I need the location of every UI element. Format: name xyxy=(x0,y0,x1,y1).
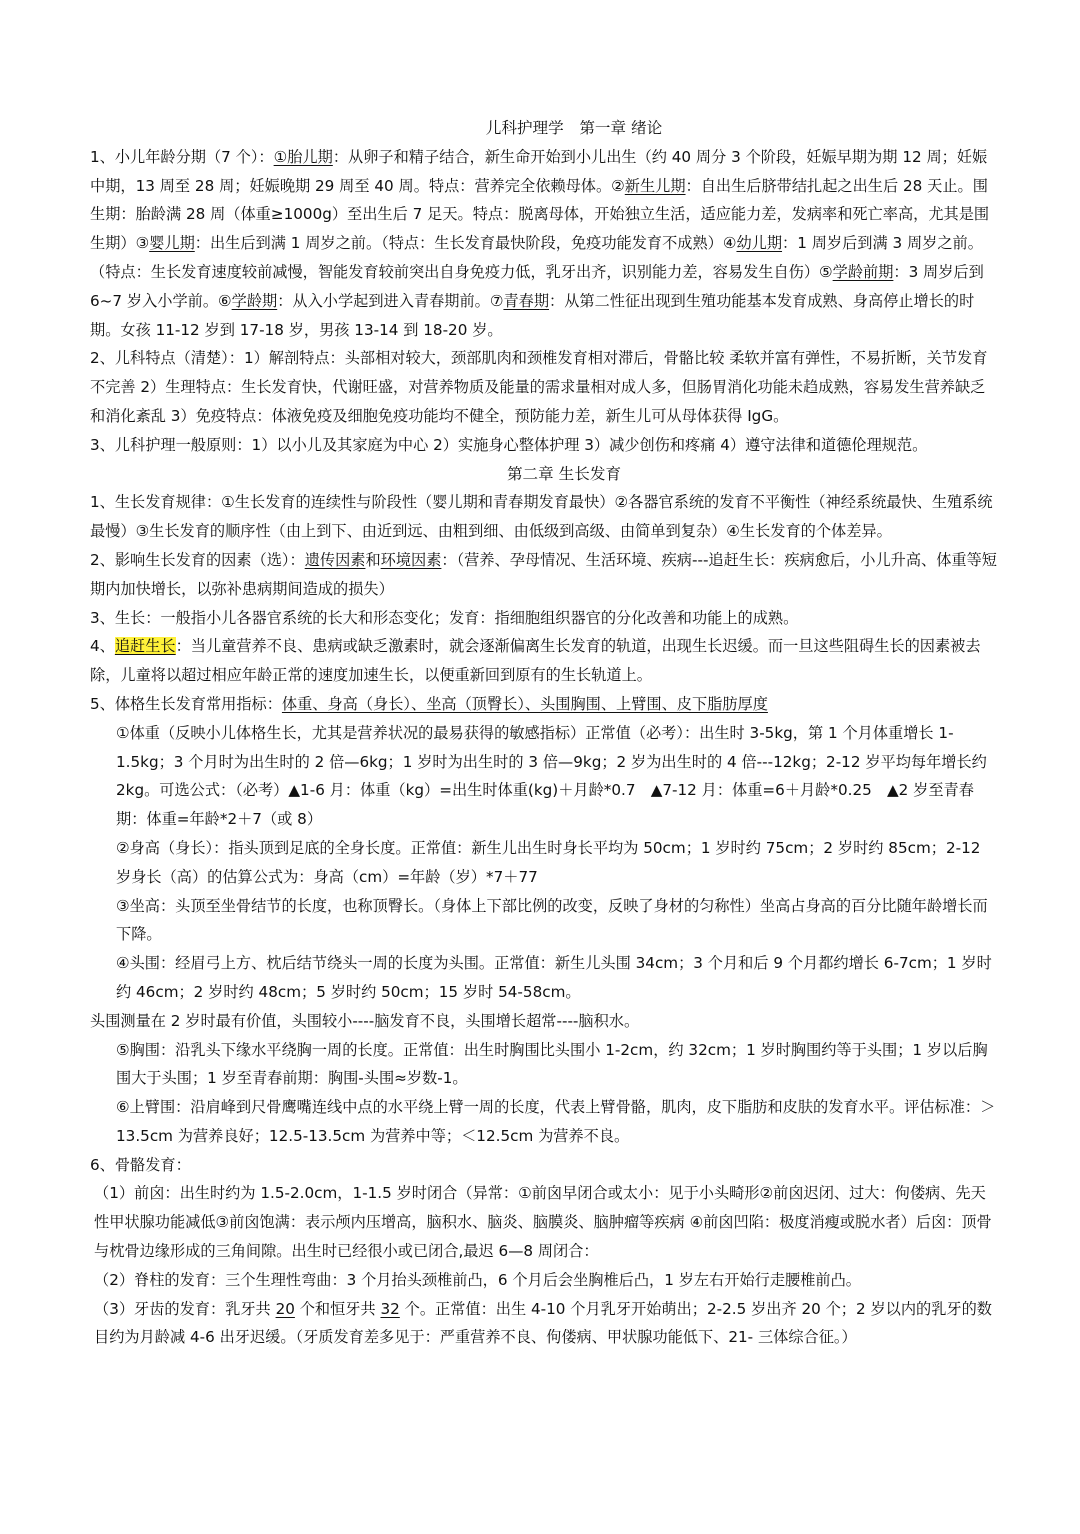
text-span: 个和恒牙共 xyxy=(294,1299,381,1318)
term-neonatal-period: 新生儿期 xyxy=(624,176,686,195)
paragraph-growth-rules: 1、生长发育规律：①生长发育的连续性与阶段性（婴儿期和青春期发育最快）②各器官系统的发育不平衡性（神经系统最快、生殖系统最慢）③生长发育的顺序性（由上到下、由近到远、由粗到细、由低级到高级、由简单到复杂）④生长发育的个体差异。 xyxy=(90,493,993,541)
text-span: 个。正常值：出生 4-10 个月乳牙开始萌出；2-2.5 岁出齐 20 个；2 岁以内的乳牙的数目约为月龄减 4-6 出牙迟缓。（牙质发育差多见于：严重营养不良、佝偻病、甲状腺功能低下、21- 三体综合征。） xyxy=(94,1299,992,1347)
paragraph-weight: ①体重（反映小儿体格生长，尤其是营养状况的最易获得的敏感指标）正常值（必考）：出生时 3-5kg，第 1 个月体重增长 1-1.5kg；3 个月时为出生时的 2 倍—6kg；1 岁时为出生时的 3 倍—9kg；2 岁为出生时的 4 倍---12kg；2-12 岁平均每年增长约 2kg。可选公式：（必考）▲1-6 月：体重（kg）=出生时体重(kg)＋月龄*0.7 ▲7-12 月：体重=6＋月龄*0.25 ▲2 岁至青春期：体重=年龄*2＋7（或 8） xyxy=(116,723,987,829)
term-adolescence: 青春期 xyxy=(503,291,549,310)
paragraph-catch-up-growth xyxy=(90,632,998,690)
text-span: ：1 周岁后到满 3 周岁之前。（特点：生长发育速度较前减慢，智能发育较前突出自身免疫力低，乳牙出齐，识别能力差，容易发生自伤）⑤ xyxy=(90,234,983,281)
deciduous-teeth-count: 20 xyxy=(275,1299,295,1318)
paragraph-spine: （2）脊柱的发育：三个生理性弯曲：3 个月抬头颈椎前凸，6 个月后会坐胸椎后凸，1 岁左右开始行走腰椎前凸。 xyxy=(94,1270,861,1289)
permanent-teeth-count: 32 xyxy=(380,1299,400,1318)
paragraph-fontanel: （1）前囟：出生时约为 1.5-2.0cm，1-1.5 岁时闭合（异常：①前囟早闭合或太小：见于小头畸形②前囟迟闭、过大：佝偻病、先天性甲状腺功能减低③前囟饱满：表示颅内压增高，脑积水、脑炎、脑膜炎、脑肿瘤等疾病 ④前囟凹陷：极度消瘦或脱水者）后囟：顶骨与枕骨边缘形成的三角间隙。出生时已经很小或已闭合,最迟 6—8 周闭合： xyxy=(94,1184,992,1261)
text-span: ：出生后到满 1 周岁之前。（特点：生长发育最快阶段，免疫功能发育不成熟）④ xyxy=(194,234,737,253)
term-school-age: 学龄期 xyxy=(231,291,278,310)
text-span: ：从第二性征出现到生殖功能基本发育成熟、身高停止增长的时期。女孩 11-12 岁到 17-18 岁，男孩 13-14 到 18-20 岁。 xyxy=(90,291,975,339)
text-span: ：（营养、孕母情况、生活环境、疾病---追赶生长：疾病愈后，小儿升高、体重等短期内加快增长，以弥补患病期间造成的损失） xyxy=(90,550,997,598)
text-span: ：当儿童营养不良、患病或缺乏激素时，就会逐渐偏离生长发育的轨道，出现生长迟缓。而一旦这些阻碍生长的因素被去除，儿童将以超过相应年龄正常的速度加速生长，以便重新回到原有的生长轨道上。 xyxy=(90,637,981,685)
text-span: 4、 xyxy=(90,637,115,656)
paragraph-upper-arm: ⑥上臂围：沿肩峰到尺骨鹰嘴连线中点的水平绕上臂一周的长度，代表上臂骨骼，肌肉，皮下脂肪和皮肤的发育水平。评估标准：＞13.5cm 为营养良好；12.5-13.5cm 为营养中等；＜12.5cm 为营养不良。 xyxy=(116,1098,996,1145)
paragraph-head-note: 头围测量在 2 岁时最有价值，头围较小----脑发育不良，头围增长超常----脑积水。 xyxy=(90,1011,640,1030)
paragraph-sitting-height: ③坐高：头顶至坐骨结节的长度，也称顶臀长。（身体上下部比例的改变，反映了身材的匀称性）坐高占身高的百分比随年龄增长而下降。 xyxy=(116,896,988,944)
chapter2-title: 第二章 生长发育 xyxy=(506,464,622,483)
term-toddler-period: 幼儿期 xyxy=(736,234,783,253)
text-span: 5、体格生长发育常用指标： xyxy=(90,694,282,713)
term-preschool-period: 学龄前期 xyxy=(832,262,894,281)
paragraph-height: ②身高（身长）：指头顶到足底的全身长度。正常值：新生儿出生时身长平均为 50cm；1 岁时约 75cm；2 岁时约 85cm；2-12 岁身长（高）的估算公式为：身高（cm）=年龄（岁）*7＋77 xyxy=(116,838,981,886)
paragraph-bone-development: 6、骨骼发育： xyxy=(90,1155,191,1174)
text-span: 2、影响生长发育的因素（选）： xyxy=(90,550,305,569)
term-infancy: 婴儿期 xyxy=(149,234,195,253)
text-span: 1、小儿年龄分期（7 个）： xyxy=(90,147,274,166)
paragraph-age-stages xyxy=(90,143,998,345)
paragraph-pediatric-features: 2、儿科特点（清楚）：1）解剖特点：头部相对较大，颈部肌肉和颈椎发育相对滞后，骨骼比较 柔软并富有弹性，不易折断，关节发育不完善 2）生理特点：生长发育快，代谢旺盛，对营养物质及能量的需求量相对成人多，但肠胃消化功能未趋成熟，容易发生营养缺乏和消化紊乱 3）免疫特点：体液免疫及细胞免疫功能均不健全，预防能力差，新生儿可从母体获得 IgG。 xyxy=(90,349,988,425)
text-span: （3）牙齿的发育：乳牙共 xyxy=(94,1299,276,1318)
term-indicator-list: 体重、身高（身长）、坐高（顶臀长）、头围胸围、上臂围、皮下脂肪厚度 xyxy=(281,694,768,713)
chapter1-title: 儿科护理学 第一章 绪论 xyxy=(485,119,663,137)
paragraph-physical-indicators xyxy=(90,690,998,719)
text-span: ：从入小学起到进入青春期前。⑦ xyxy=(277,291,504,310)
term-genetic-factors: 遗传因素 xyxy=(304,550,366,569)
paragraph-nursing-principles: 3、儿科护理一般原则：1）以小儿及其家庭为中心 2）实施身心整体护理 3）减少创伤和疼痛 4）遵守法律和道德伦理规范。 xyxy=(90,435,928,454)
paragraph-teeth xyxy=(90,1295,998,1353)
term-fetal-period: ①胎儿期 xyxy=(273,147,333,166)
paragraph-growth-factors xyxy=(90,546,998,604)
text-span: ：自出生后脐带结扎起之出生后 28 天止。围生期：胎龄满 28 周（体重≥1000g）至出生后 7 足天。特点：脱离母体，开始独立生活，适应能力差，发病率和死亡率高，尤其是围生期）③ xyxy=(90,176,990,253)
paragraph-chest-circumference: ⑤胸围：沿乳头下缘水平绕胸一周的长度。正常值：出生时胸围比头围小 1-2cm，约 32cm；1 岁时胸围约等于头围；1 岁以后胸围大于头围；1 岁至青春前期：胸围-头围≈岁数-1。 xyxy=(116,1040,988,1088)
paragraph-head-circumference: ④头围：经眉弓上方、枕后结节绕头一周的长度为头围。正常值：新生儿头围 34cm；3 个月和后 9 个月都约增长 6-7cm；1 岁时约 46cm；2 岁时约 48cm；5 岁时约 50cm；15 岁时 54-58cm。 xyxy=(116,954,992,1001)
text-span: 和 xyxy=(365,550,381,569)
highlighted-term-catch-up-growth: 追赶生长 xyxy=(114,637,176,656)
text-span: ：从卵子和精子结合，新生命开始到小儿出生（约 40 周分 3 个阶段，妊娠早期为期 12 周；妊娠中期，13 周至 28 周；妊娠晚期 29 周至 40 周。特点：营养完全依赖母体。② xyxy=(90,147,988,195)
text-span: ：3 周岁后到 6~7 岁入小学前。⑥ xyxy=(90,262,984,310)
paragraph-growth-definition: 3、生长：一般指小儿各器官系统的长大和形态变化；发育：指细胞组织器官的分化改善和功能上的成熟。 xyxy=(90,608,799,627)
term-environmental-factors: 环境因素 xyxy=(380,550,442,569)
